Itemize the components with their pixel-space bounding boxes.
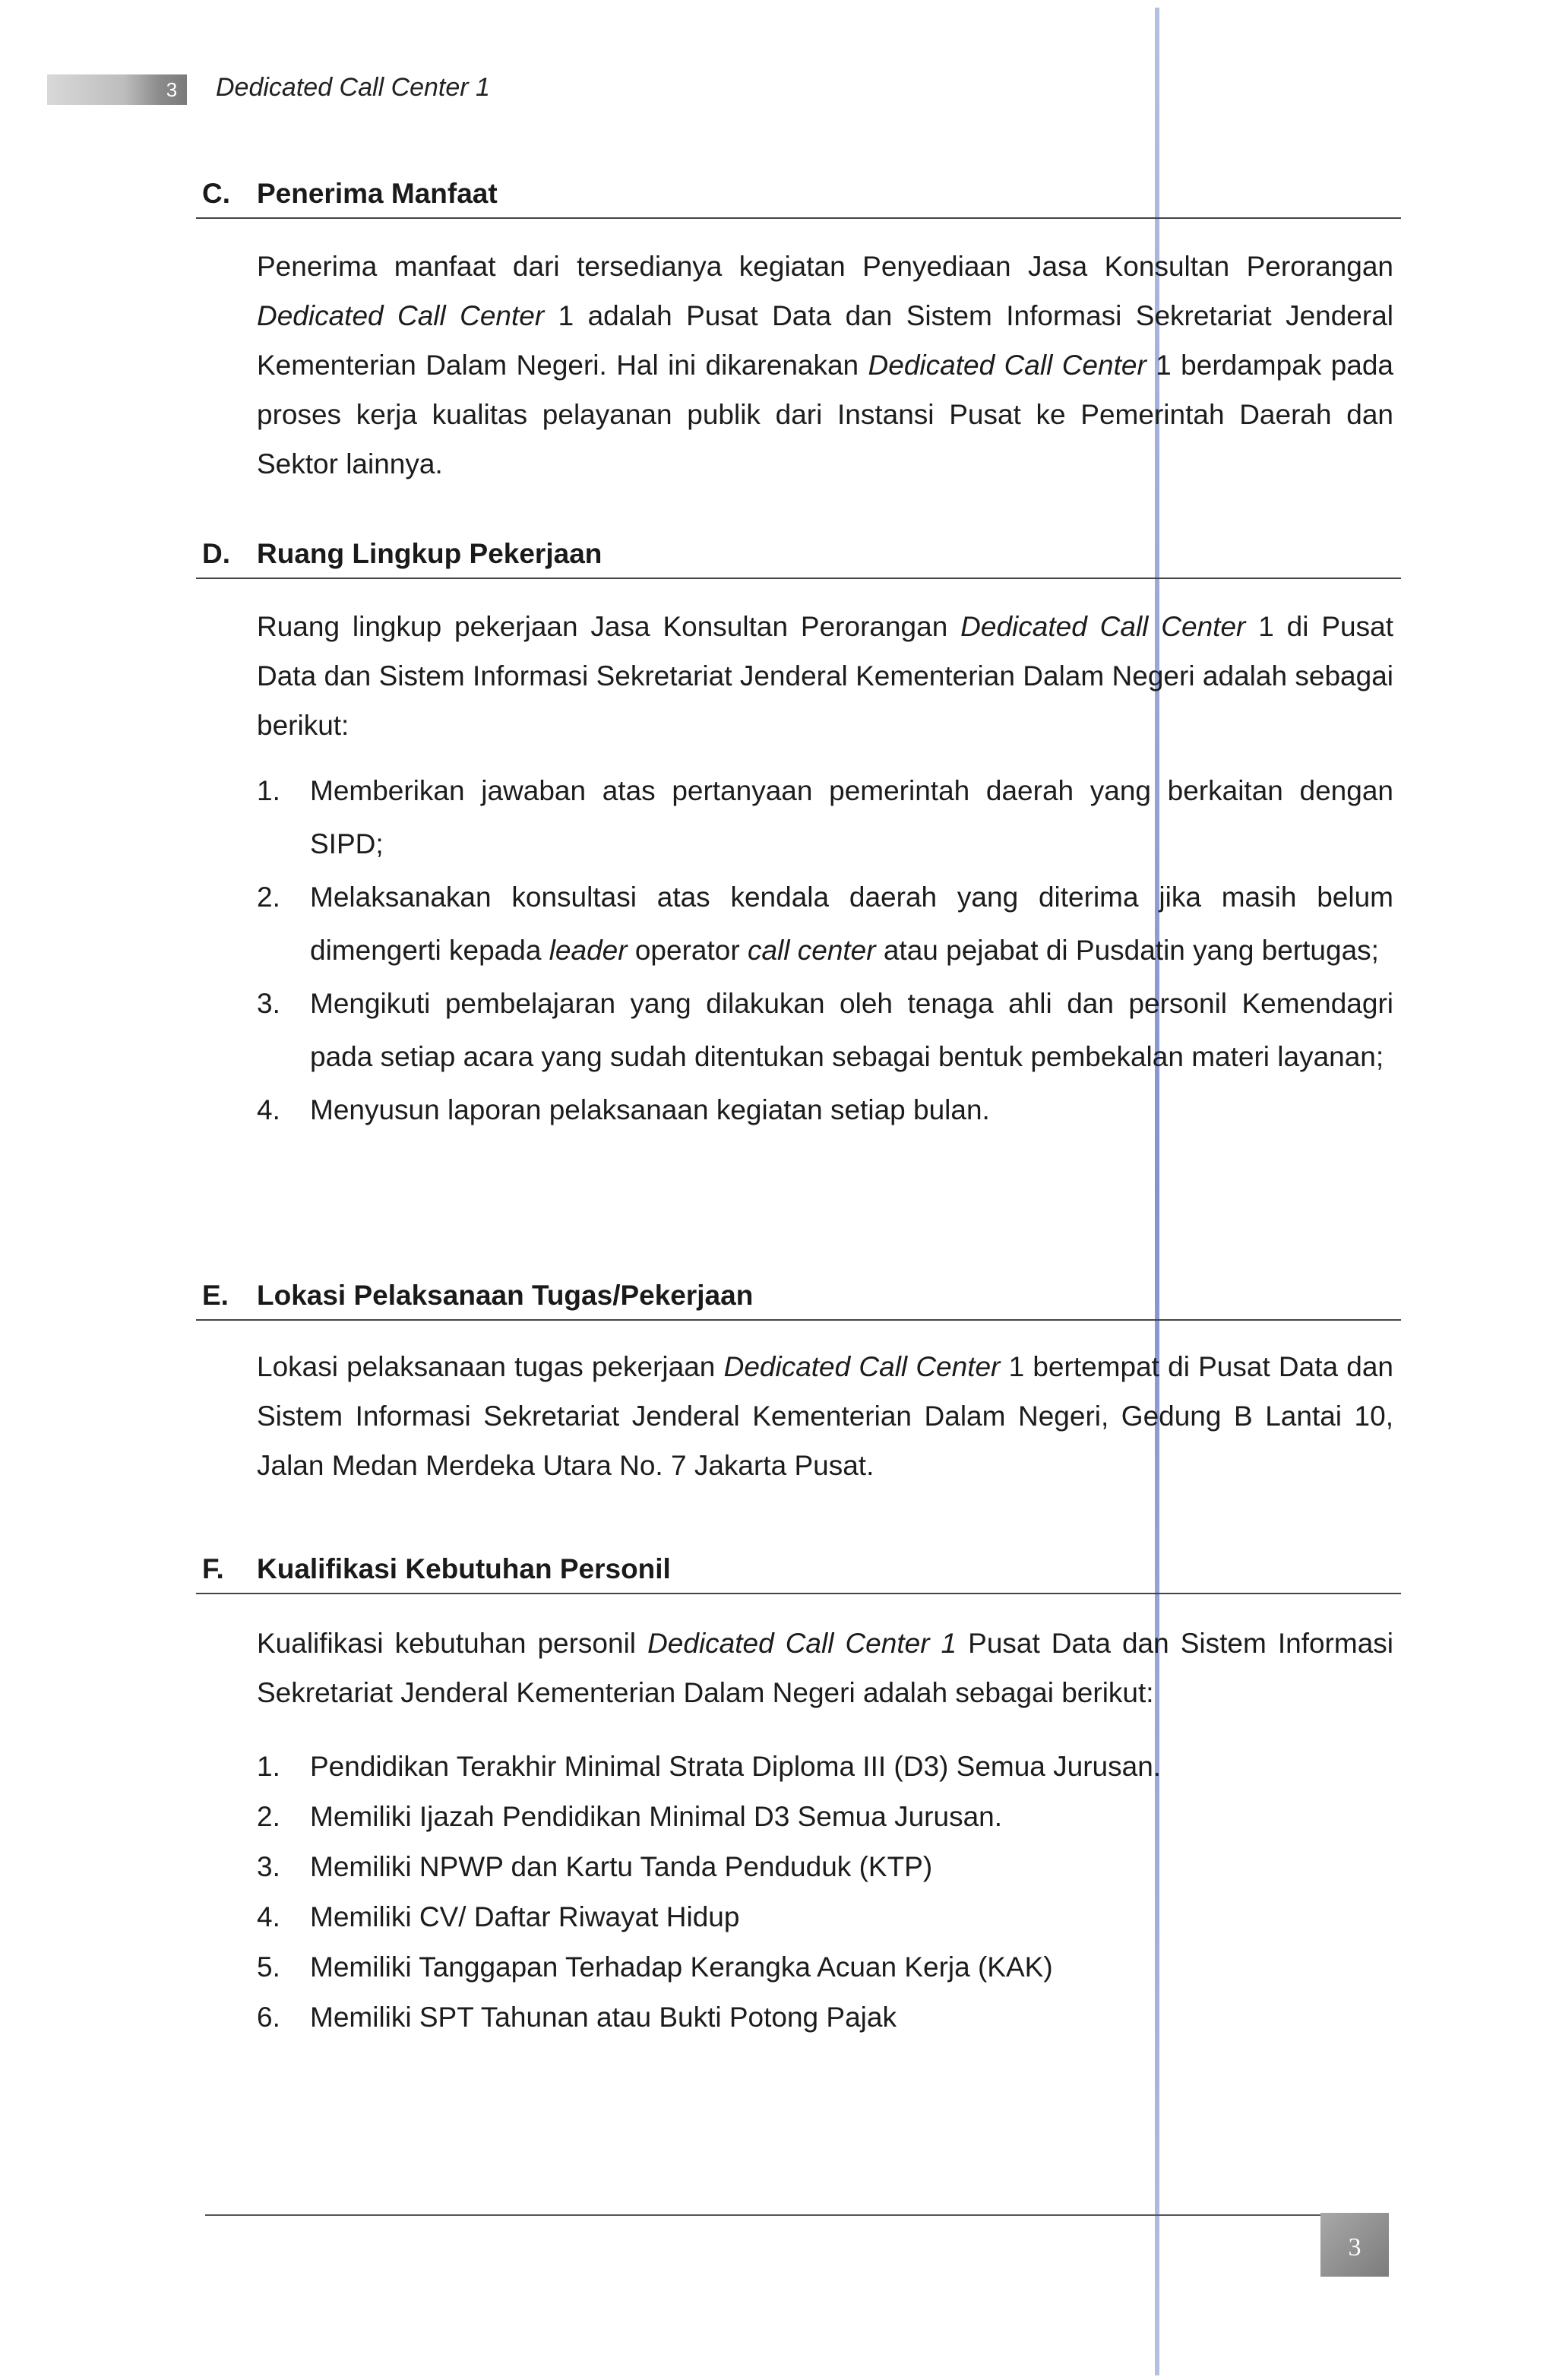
list-item: 2. Melaksanakan konsultasi atas kendala daerah yang diterima jika masih belum dimengerti kepada leader operator call center atau pejabat di Pusdatin yang bertugas; (257, 881, 1393, 966)
section-c-heading (196, 175, 1401, 219)
section-e-heading (196, 1277, 1401, 1321)
section-d-heading (196, 535, 1401, 579)
section-c-title: Penerima Manfaat (257, 178, 498, 209)
section-c-paragraph: Penerima manfaat dari tersedianya kegiatan Penyediaan Jasa Konsultan Perorangan Dedicated Call Center 1 adalah Pusat Data dan Sistem Informasi Sekretariat Jenderal Kementerian Dalam Negeri. Hal ini dikarenakan Dedicated Call Center 1 berdampak pada proses kerja kualitas pelayanan publik dari Instansi Pusat ke Pemerintah Daerah dan Sektor lainnya. (257, 251, 1394, 479)
section-d-letter: D. (202, 538, 230, 569)
footer-rule (205, 2214, 1322, 2216)
section-f-list (257, 1742, 1393, 2043)
section-c-letter: C. (202, 178, 230, 209)
list-item: 2. Memiliki Ijazah Pendidikan Minimal D3 Semua Jurusan. (257, 1801, 1002, 1832)
footer-page-number: 3 (1320, 2213, 1389, 2277)
section-d-title: Ruang Lingkup Pekerjaan (257, 538, 602, 569)
list-item: 1. Memberikan jawaban atas pertanyaan pemerintah daerah yang berkaitan dengan SIPD; (257, 775, 1393, 859)
section-d-paragraph: Ruang lingkup pekerjaan Jasa Konsultan Perorangan Dedicated Call Center 1 di Pusat Data dan Sistem Informasi Sekretariat Jenderal Kementerian Dalam Negeri adalah sebagai berikut: (257, 611, 1393, 741)
list-item: 6. Memiliki SPT Tahunan atau Bukti Potong Pajak (257, 2002, 897, 2033)
section-f-letter: F. (202, 1553, 224, 1584)
list-item: 3. Memiliki NPWP dan Kartu Tanda Penduduk (KTP) (257, 1851, 933, 1882)
list-item: 4. Memiliki CV/ Daftar Riwayat Hidup (257, 1901, 740, 1932)
list-item: 3. Mengikuti pembelajaran yang dilakukan oleh tenaga ahli dan personil Kemendagri pada setiap acara yang sudah ditentukan sebagai bentuk pembekalan materi layanan; (257, 988, 1393, 1072)
list-item: 4. Menyusun laporan pelaksanaan kegiatan setiap bulan. (257, 1094, 990, 1125)
section-f-paragraph: Kualifikasi kebutuhan personil Dedicated Call Center 1 Pusat Data dan Sistem Informasi Sekretariat Jenderal Kementerian Dalam Negeri adalah sebagai berikut: (257, 1628, 1393, 1708)
header-page-number: 3 (166, 78, 178, 101)
section-f-heading (196, 1550, 1401, 1594)
section-e-letter: E. (202, 1280, 229, 1311)
section-e-paragraph: Lokasi pelaksanaan tugas pekerjaan Dedicated Call Center 1 bertempat di Pusat Data dan Sistem Informasi Sekretariat Jenderal Kementerian Dalam Negeri, Gedung B Lantai 10, Jalan Medan Merdeka Utara No. 7 Jakarta Pusat. (257, 1351, 1394, 1481)
section-e-title: Lokasi Pelaksanaan Tugas/Pekerjaan (257, 1280, 754, 1311)
header-title: Dedicated Call Center 1 (216, 73, 490, 102)
section-f-title: Kualifikasi Kebutuhan Personil (257, 1553, 671, 1584)
list-item: 5. Memiliki Tanggapan Terhadap Kerangka Acuan Kerja (KAK) (257, 1951, 1053, 1983)
list-item: 1. Pendidikan Terakhir Minimal Strata Diploma III (D3) Semua Jurusan. (257, 1751, 1162, 1782)
section-d-list (257, 764, 1393, 1137)
